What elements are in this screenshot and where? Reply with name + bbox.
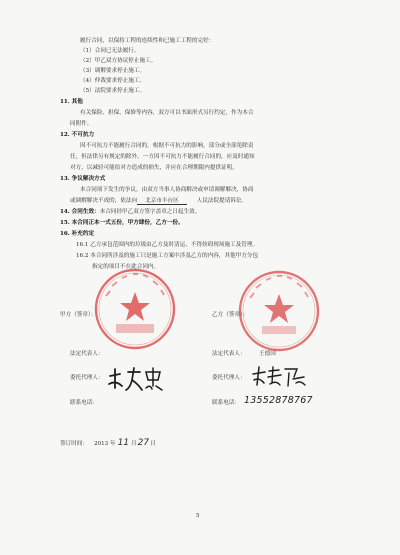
party-b-seal xyxy=(236,268,322,354)
section-12-text-2: 任，但法律另有规定的除外。一方因不可抗力不能履行合同的，应及时通知 xyxy=(70,154,255,160)
section-12-text: 因不可抗力不能履行合同的，根据不可抗力的影响，部分或全部免除责 xyxy=(80,143,254,149)
signing-day: 27 xyxy=(137,438,150,448)
party-b-phone-label: 联系电话： xyxy=(212,400,240,406)
option-5: （5）法院要求停止施工。 xyxy=(80,88,146,94)
option-2: （2）甲乙双方协议停止施工。 xyxy=(80,58,157,64)
section-14-heading: 14. 合同生效： xyxy=(60,209,100,215)
section-13-court-prefix: 或调解解决不成的，依法向 xyxy=(70,198,138,204)
party-a-agent-label: 委托代理人： xyxy=(70,375,104,381)
page-number: 5 xyxy=(196,513,200,519)
section-11-text: 有关保险、担保、保修等内容，双方可以书面形式另行约定，作为本合 xyxy=(80,110,254,116)
option-1: （1）合同已无法履行。 xyxy=(80,48,140,54)
section-16-2-cont: 指定的项目不在此合同内。 xyxy=(92,264,160,270)
party-b-label: 乙方（签章）： xyxy=(212,312,249,318)
section-15-heading: 15. 本合同正本一式五份， xyxy=(60,220,128,226)
section-11-text-2: 同附件。 xyxy=(70,121,93,127)
signing-month: 11 xyxy=(117,438,130,448)
party-b-phone-handwritten: 13552878767 xyxy=(244,395,313,406)
option-4: （4）仲裁要求停止施工。 xyxy=(80,78,146,84)
signing-date-label: 签订时间： xyxy=(60,441,88,447)
party-a-rep-label: 法定代表人： xyxy=(70,351,104,357)
section-14 xyxy=(60,209,200,216)
party-b-signature xyxy=(250,365,308,389)
section-16-2: 16.2 本合同所涉及的施工只是施工方案中涉及乙方的内容，其他甲方分包 xyxy=(76,253,259,259)
section-13-court-suffix: 人民法院提请诉讼。 xyxy=(196,198,248,204)
section-14-text: 本合同经甲乙双方签字盖章之日起生效。 xyxy=(99,209,201,215)
party-b-agent-label: 委托代理人： xyxy=(212,375,246,381)
section-16-1: 16.1 乙方承包范围内的垃圾由乙方及时清运，不得妨碍现场施工及管理。 xyxy=(76,242,259,248)
signing-month-unit: 月 xyxy=(131,441,137,447)
section-15 xyxy=(60,220,184,227)
party-a-seal xyxy=(92,266,178,352)
court-name: 北京市丰台区 xyxy=(137,198,187,205)
section-13-text-2 xyxy=(70,198,247,205)
section-16-heading: 16. 补充约定 xyxy=(60,231,95,237)
section-13-text: 本合同项下发生的争议，由双方当事人协商解决或申请调解解决，协商 xyxy=(80,187,254,193)
signing-date xyxy=(60,440,156,448)
party-a-signature xyxy=(106,366,168,392)
intro-line: 履行合同，以保持工程的连续性和已施工工程的完好： xyxy=(80,38,215,44)
section-11-heading: 11. 其他 xyxy=(60,99,83,105)
section-13-heading: 13. 争议解决方式 xyxy=(60,176,106,182)
option-3: （3）调解要求停止施工。 xyxy=(80,68,146,74)
party-b-rep-label: 法定代表人： xyxy=(212,351,246,357)
section-12-heading: 12. 不可抗力 xyxy=(60,132,95,138)
party-a-label: 甲方（签章）： xyxy=(60,312,97,318)
party-b-rep-name: 王德国 xyxy=(259,351,276,357)
section-12-text-3: 对方，以减轻可能给对方造成的损失，并应在合理期限内提供证明。 xyxy=(70,165,238,171)
party-a-phone-label: 联系电话： xyxy=(70,400,98,406)
signing-year: 2013 年 xyxy=(93,441,116,447)
section-15-text: 甲方肆份，乙方一份。 xyxy=(127,220,184,226)
signing-day-unit: 日 xyxy=(150,441,156,447)
